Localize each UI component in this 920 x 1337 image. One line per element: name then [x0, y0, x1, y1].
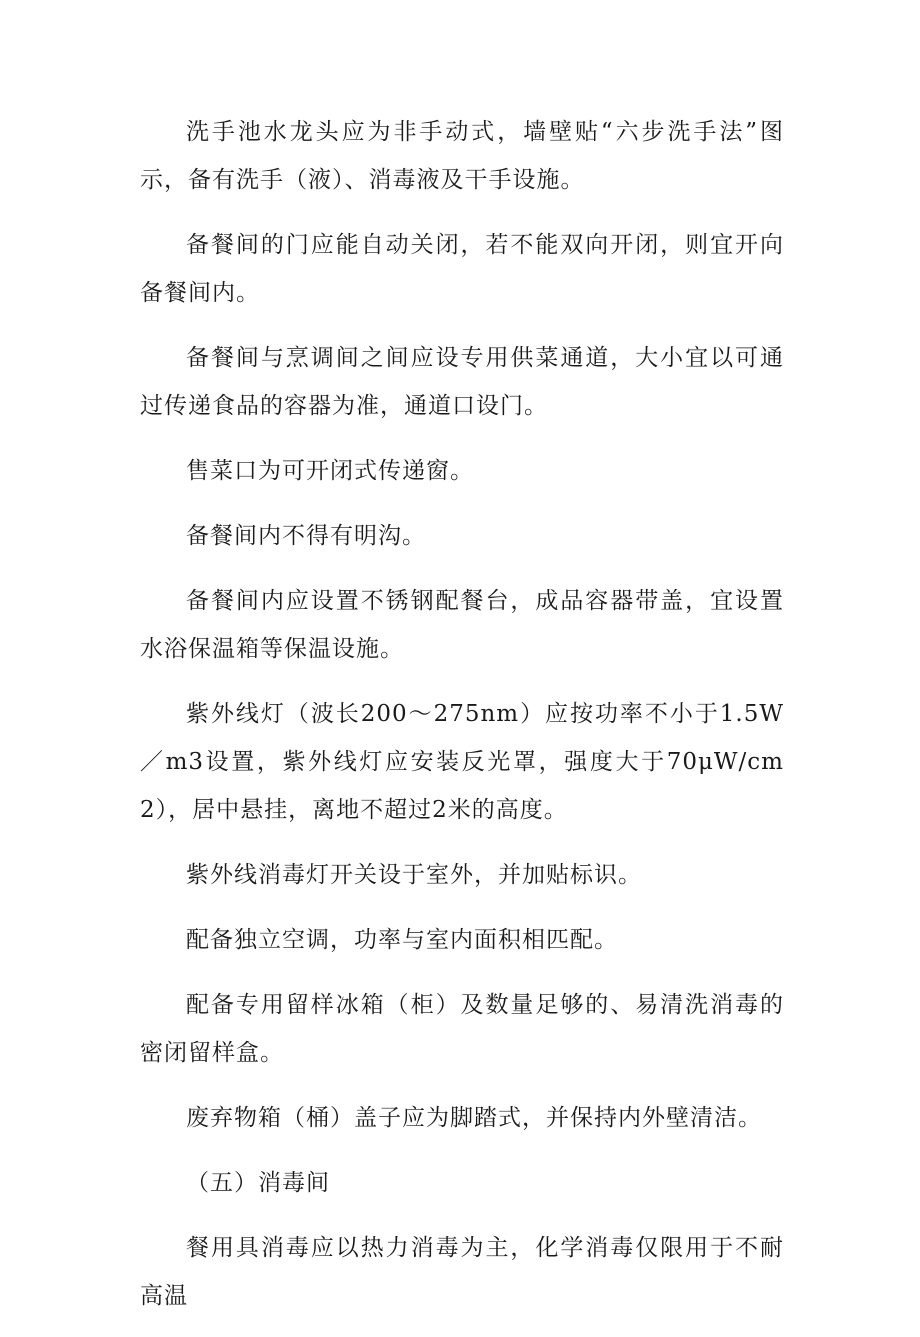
section-heading-disinfection-room: （五）消毒间	[186, 1170, 330, 1196]
paragraph-serving-window: 售菜口为可开闭式传递窗。	[186, 458, 474, 484]
paragraph-uv-switch: 紫外线消毒灯开关设于室外，并加贴标识。	[186, 862, 642, 888]
paragraph-tableware-disinfection: 餐用具消毒应以热力消毒为主，化学消毒仅限用于不耐高温	[140, 1235, 784, 1309]
paragraph-steel-counter: 备餐间内应设置不锈钢配餐台，成品容器带盖，宜设置水浴保温箱等保温设施。	[140, 588, 784, 662]
paragraph-waste-bin: 废弃物箱（桶）盖子应为脚踏式，并保持内外壁清洁。	[186, 1105, 762, 1131]
paragraph-sample-fridge: 配备专用留样冰箱（柜）及数量足够的、易清洗消毒的密闭留样盒。	[140, 992, 784, 1066]
paragraph-prep-room-door: 备餐间的门应能自动关闭，若不能双向开闭，则宜开向备餐间内。	[140, 232, 784, 306]
paragraph-no-open-drain: 备餐间内不得有明沟。	[186, 523, 426, 549]
paragraph-air-conditioning: 配备独立空调，功率与室内面积相匹配。	[186, 927, 618, 953]
paragraph-handwash-sink: 洗手池水龙头应为非手动式，墙壁贴“六步洗手法”图示，备有洗手（液）、消毒液及干手设施。	[140, 119, 784, 193]
paragraph-uv-lamp: 紫外线灯（波长200～275nm）应按功率不小于1.5W／m3设置，紫外线灯应安装反光罩，强度大于70μW/cm2），居中悬挂，离地不超过2米的高度。	[140, 701, 784, 823]
paragraph-serving-passage: 备餐间与烹调间之间应设专用供菜通道，大小宜以可通过传递食品的容器为准，通道口设门。	[140, 345, 784, 419]
document-body	[140, 108, 784, 1337]
